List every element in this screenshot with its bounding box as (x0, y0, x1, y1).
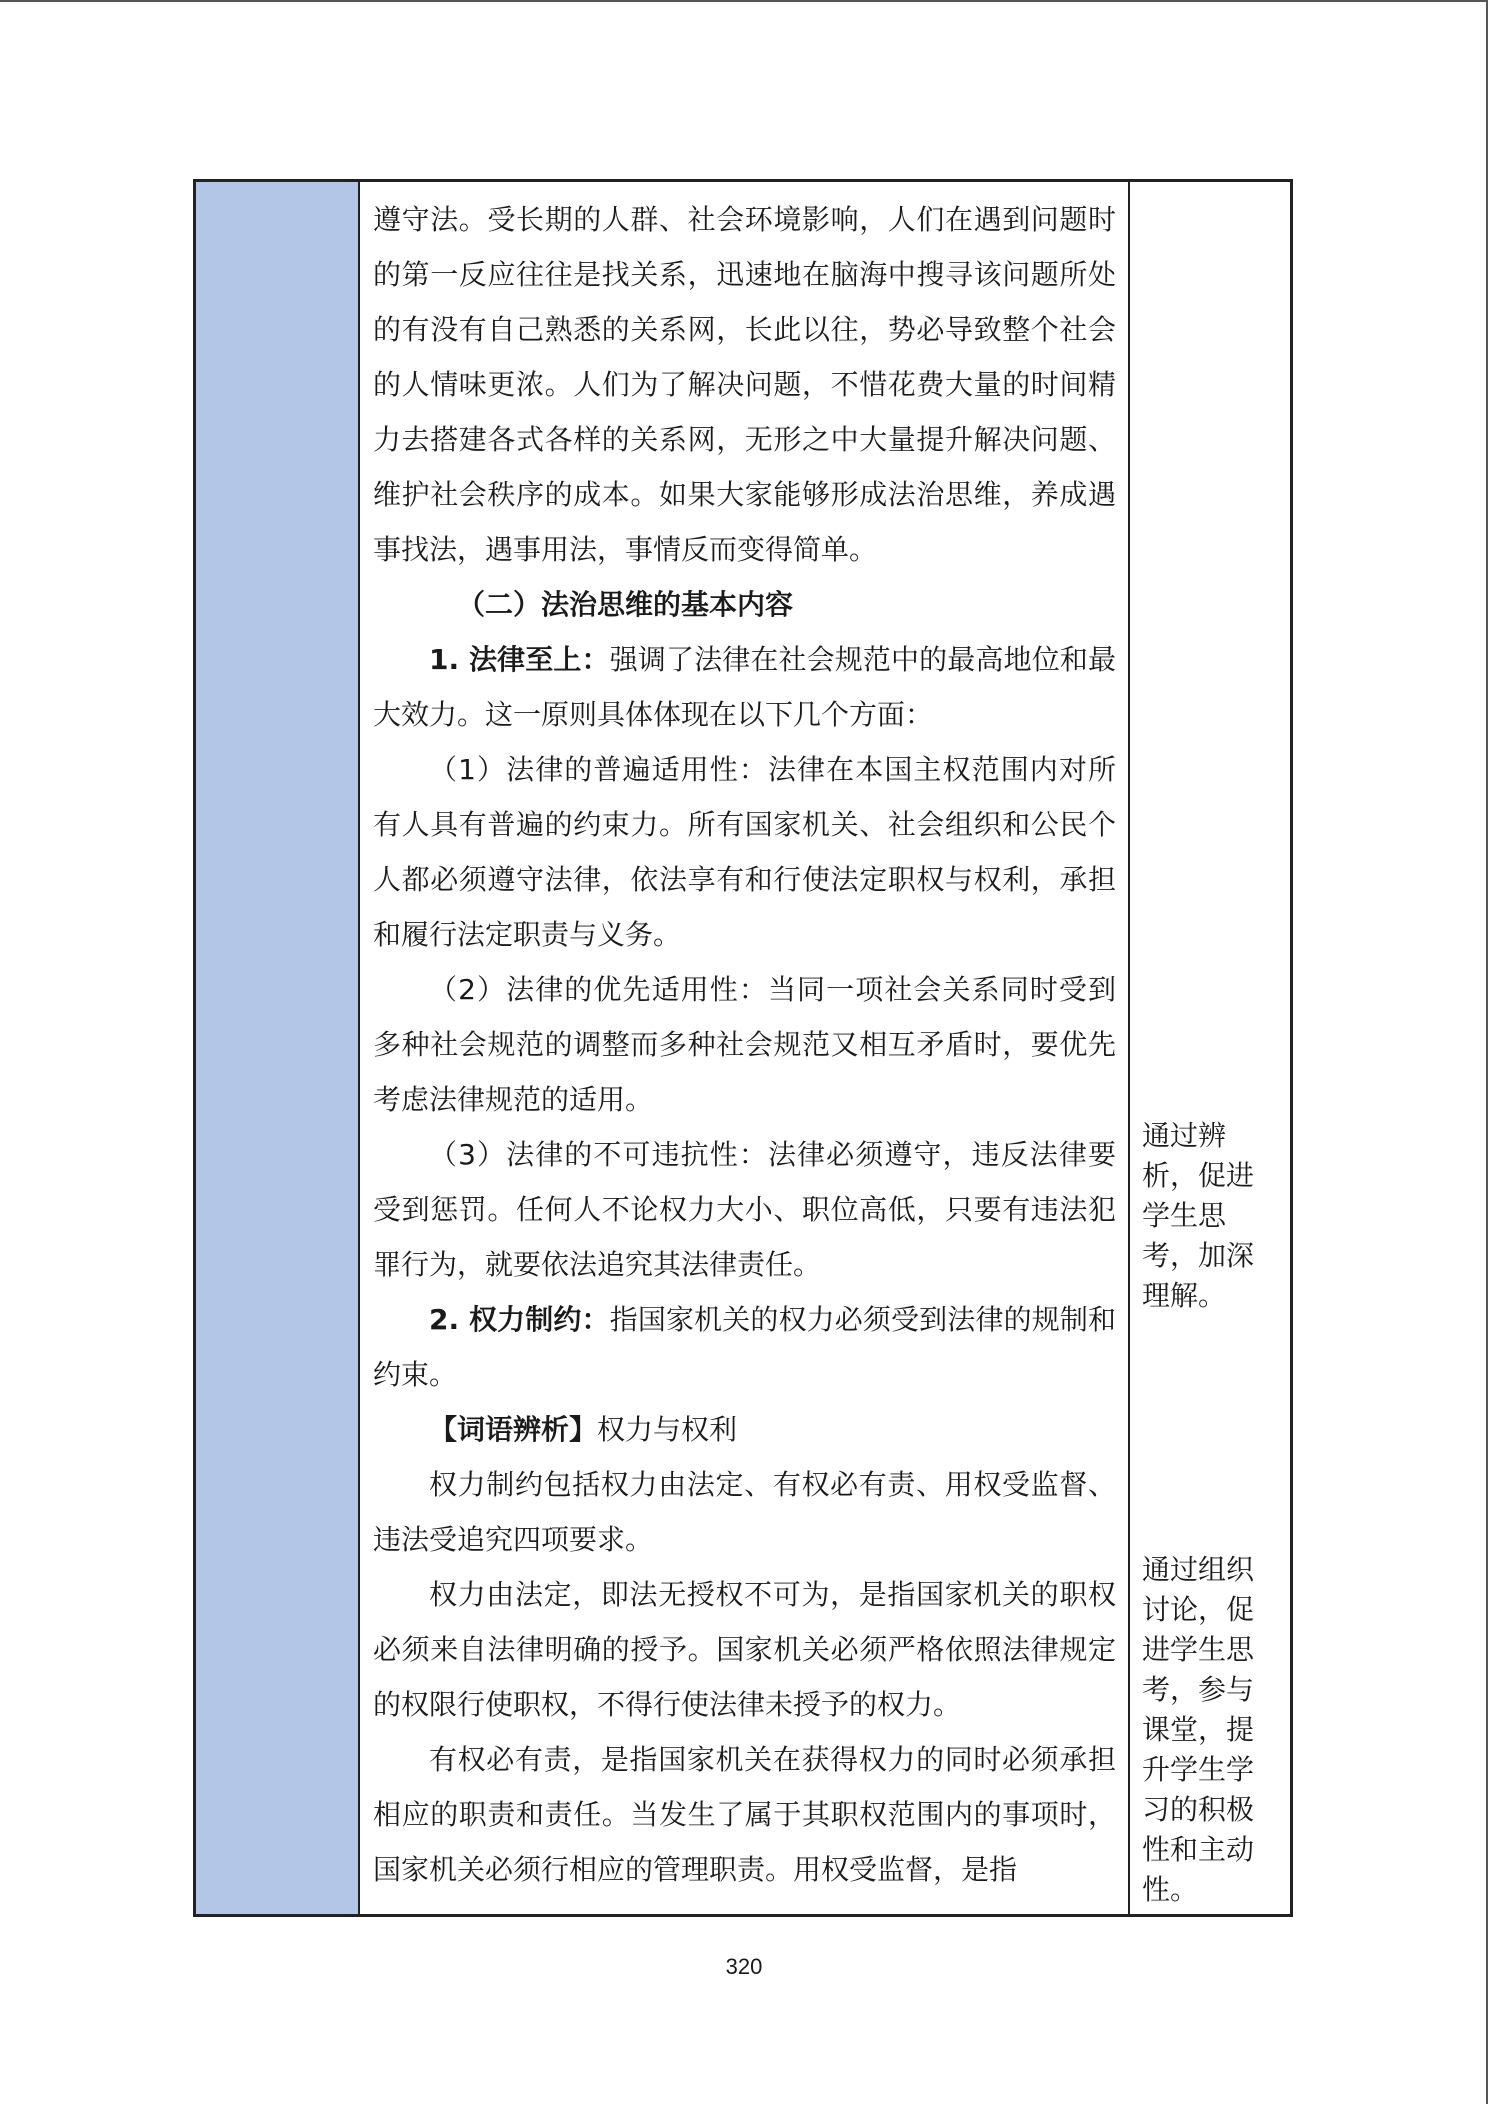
principle-1-paragraph (373, 632, 1116, 742)
principle-2-paragraph (373, 1292, 1116, 1402)
page-number: 320 (725, 1954, 763, 1979)
legal-authority-paragraph: 权力由法定，即法无授权不可为，是指国家机关的职权必须来自法律明确的授予。国家机关必须严格依照法律规定的权限行使职权，不得行使法律未授予的权力。 (373, 1578, 1116, 1721)
content-column (360, 182, 1130, 1914)
item-3-paragraph: （3）法律的不可违抗性：法律必须遵守，违反法律要受到惩罚。任何人不论权力大小、职位高低，只要有违法犯罪行为，就要依法追究其法律责任。 (373, 1138, 1116, 1281)
section-column (196, 182, 360, 1914)
principle-2-label: 2. 权力制约： (429, 1303, 610, 1336)
intro-paragraph: 遵守法。受长期的人群、社会环境影响，人们在遇到问题时的第一反应往往是找关系，迅速地在脑海中搜寻该问题所处的有没有自己熟悉的关系网，长此以往，势必导致整个社会的人情味更浓。人们为了解决问题，不惜花费大量的时间精力去搭建各式各样的关系网，无形之中大量提升解决问题、维护社会秩序的成本。如果大家能够形成法治思维，养成遇事找法，遇事用法，事情反而变得简单。 (373, 203, 1116, 566)
responsibility-paragraph: 有权必有责，是指国家机关在获得权力的同时必须承担相应的职责和责任。当发生了属于其职权范围内的事项时，国家机关必须行相应的管理职责。用权受监督，是指 (373, 1743, 1116, 1886)
design-note-2: 通过组织讨论，促进学生思考，参与课堂，提升学生学习的积极性和主动性。 (1142, 1553, 1255, 1906)
design-note-1: 通过辨析，促进学生思考，加深理解。 (1142, 1119, 1255, 1312)
lesson-plan-table (193, 179, 1293, 1917)
word-analysis-paragraph (373, 1402, 1116, 1457)
item-1-paragraph: （1）法律的普遍适用性：法律在本国主权范围内对所有人具有普遍的约束力。所有国家机关、社会组织和公民个人都必须遵守法律，依法享有和行使法定职权与权利，承担和履行法定职责与义务。 (373, 753, 1116, 951)
principle-1-label: 1. 法律至上： (429, 643, 610, 676)
requirements-paragraph: 权力制约包括权力由法定、有权必有责、用权受监督、违法受追究四项要求。 (373, 1468, 1116, 1556)
page-border-top (0, 0, 1488, 2)
section-heading: （二）法治思维的基本内容 (457, 588, 794, 621)
principle-2-text: 指国家机关的权力必须受到法律的规制和约束。 (373, 1303, 1116, 1391)
word-analysis-text: 权力与权利 (597, 1413, 738, 1446)
design-intent-column (1130, 182, 1290, 1914)
word-analysis-label: 【词语辨析】 (429, 1413, 598, 1446)
item-2-paragraph: （2）法律的优先适用性：当同一项社会关系同时受到多种社会规范的调整而多种社会规范又相互矛盾时，要优先考虑法律规范的适用。 (373, 973, 1116, 1116)
principle-1-text: 强调了法律在社会规范中的最高地位和最大效力。这一原则具体体现在以下几个方面： (373, 643, 1116, 731)
